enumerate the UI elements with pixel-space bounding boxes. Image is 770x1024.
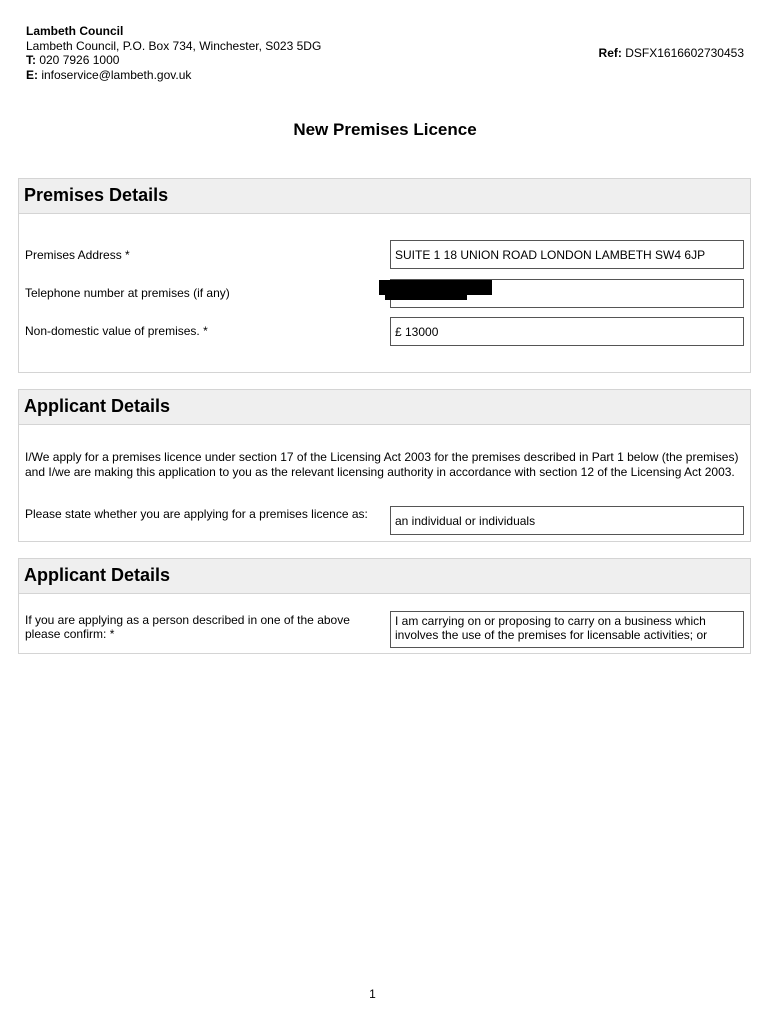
council-contact-block (26, 24, 321, 82)
applicant-confirmation-heading: Applicant Details (19, 559, 750, 594)
applicant-confirm-row (25, 610, 744, 650)
premises-details-section (18, 178, 751, 373)
non-domestic-value-label: Non-domestic value of premises. * (25, 324, 208, 338)
council-phone (26, 53, 321, 68)
page-number: 1 (369, 987, 376, 1001)
applicant-details-section (18, 389, 751, 542)
ref-label: Ref: (598, 46, 622, 60)
email-value: infoservice@lambeth.gov.uk (38, 67, 192, 82)
applicant-details-heading: Applicant Details (19, 390, 750, 425)
applying-as-row (25, 505, 744, 537)
council-email (26, 68, 321, 83)
redaction-bar (385, 293, 467, 300)
non-domestic-value-field[interactable]: £ 13000 (390, 317, 744, 346)
premises-address-field[interactable]: SUITE 1 18 UNION ROAD LONDON LAMBETH SW4 6JP (390, 240, 744, 269)
premises-address-row (25, 240, 744, 270)
council-address: Lambeth Council, P.O. Box 734, Winchester, S023 5DG (26, 38, 322, 53)
reference-number (599, 46, 744, 60)
non-domestic-value-row (25, 317, 744, 347)
ref-value: DSFX1616602730453 (621, 46, 744, 60)
phone-value: 020 7926 1000 (36, 53, 120, 67)
council-name: Lambeth Council (26, 24, 124, 38)
document-title: New Premises Licence (293, 120, 477, 139)
application-statement: I/We apply for a premises licence under section 17 of the Licensing Act 2003 for the premises described in Part 1 below (the premises) and I/we are making this application to you as the relevant licensing authority in accordance with section 12 of the Licensing Act 2003. (25, 450, 739, 479)
applying-as-label: Please state whether you are applying for a premises licence as: (25, 507, 368, 521)
applicant-confirm-label: If you are applying as a person described in one of the above please confirm: * (25, 613, 350, 641)
premises-details-heading: Premises Details (19, 179, 750, 214)
phone-label: T: (26, 53, 36, 67)
applying-as-field[interactable]: an individual or individuals (390, 506, 744, 535)
premises-address-label: Premises Address * (25, 248, 130, 262)
applicant-confirmation-section (18, 558, 751, 654)
premises-telephone-label: Telephone number at premises (if any) (25, 286, 230, 300)
applicant-confirm-field[interactable]: I am carrying on or proposing to carry on a business which involves the use of the premises for licensable activities; or (390, 611, 744, 648)
email-label: E: (26, 67, 38, 82)
